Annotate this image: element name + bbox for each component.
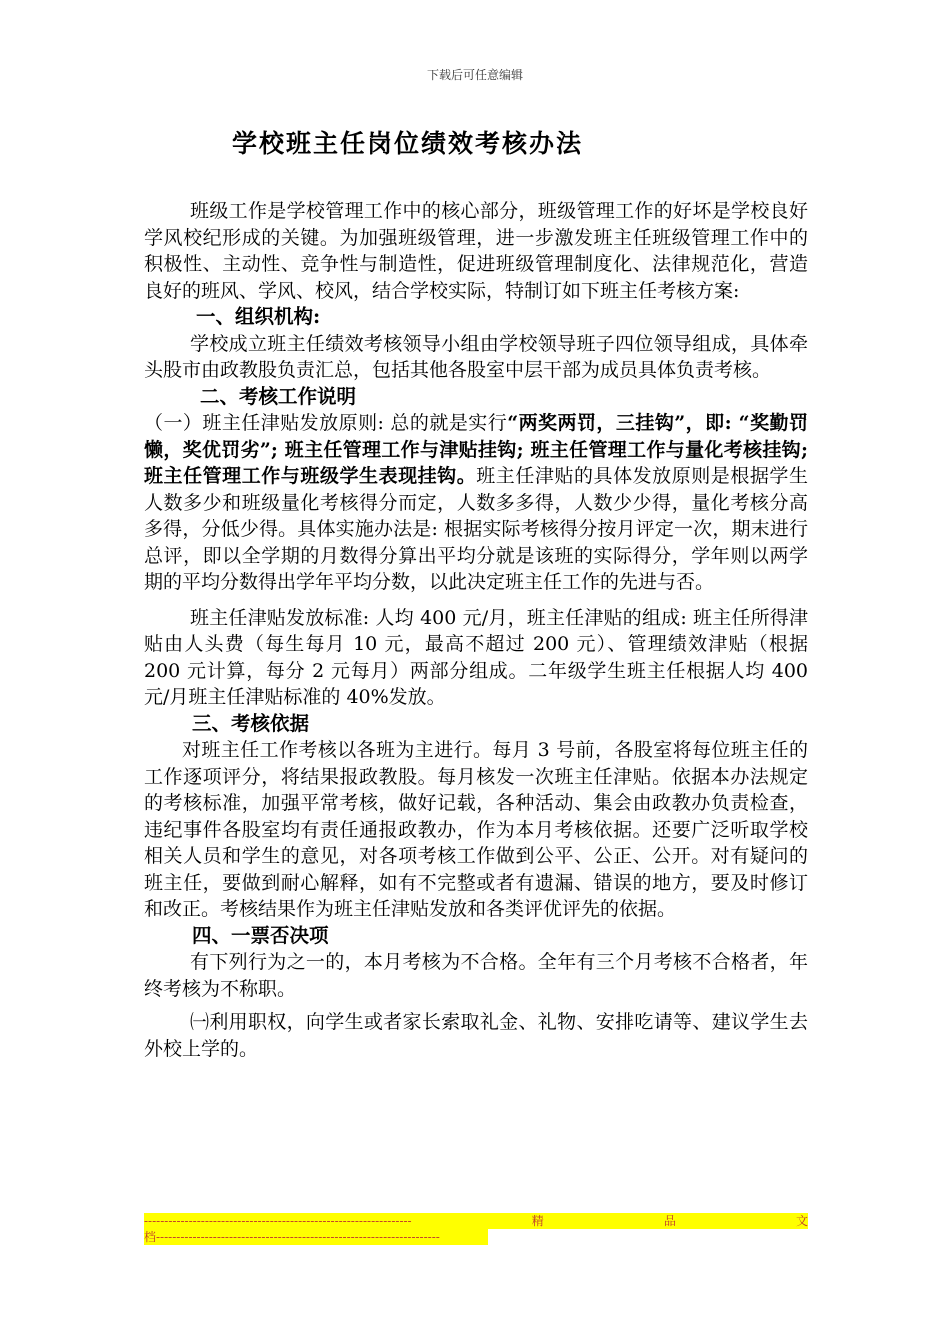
section1-body: 学校成立班主任绩效考核领导小组由学校领导班子四位领导组成，具体牵头股市由政教股负责汇总，包括其他各股室中层干部为成员具体负责考核。 [144,332,808,381]
footer-word3: 文 [795,1214,808,1228]
section3-body: 对班主任工作考核以各班为主进行。每月 3 号前，各股室将每位班主任的工作逐项评分，将结果报政教股。每月核发一次班主任津贴。依据本办法规定的考核标准，加强平常考核，做好记载，各种活动、集会由政教办负责检查，违纪事件各股室均有责任通报政教办，作为本月考核依据。还要广泛听取学校相关人员和学生的意见，对各项考核工作做到公平、公正、公开。对有疑问的班主任，要做到耐心解释，如有不完整或者有遗漏、错误的地方，要及时修订和改正。考核结果作为班主任津贴发放和各类评优评先的依据。 [144,739,808,920]
principle-lead: （一）班主任津贴发放原则: 总的就是实行 [144,412,508,434]
section2-principle [144,410,808,596]
footer-banner [144,1213,808,1245]
footer-dashes: ------------------------------------------------------------------ [144,1214,412,1228]
section4-item1: ㈠利用职权，向学生或者家长索取礼金、礼物、安排吃请等、建议学生去外校上学的。 [144,1011,808,1060]
section4-body: 有下列行为之一的，本月考核为不合格。全年有三个月考核不合格者，年终考核为不称职。 [144,951,808,1000]
intro-paragraph: 班级工作是学校管理工作中的核心部分，班级管理工作的好坏是学校良好学风校纪形成的关键。为加强班级管理，进一步激发班主任班级管理工作中的积极性、主动性、竞争性与制造性，促进班级管理制度化、法律规范化，营造良好的班风、学风、校风，结合学校实际，特制订如下班主任考核方案: [144,200,808,302]
header-note: 下载后可任意编辑 [426,68,523,82]
section1-heading: 一、组织机构: [196,305,321,328]
footer-word2: 品 [663,1214,676,1228]
footer-word1: 精 [531,1214,544,1228]
footer-line1 [144,1213,808,1229]
section4-heading: 四、一票否决项 [192,923,329,947]
document-body [144,198,808,1062]
section3-heading: 三、考核依据 [192,711,310,735]
section2-standard: 班主任津贴发放标准: 人均 400 元/月，班主任津贴的组成: 班主任所得津贴由人头费（每生每月 10 元，最高不超过 200 元）、管理绩效津贴（根据 200 元计算，每分 2 元每月）两部分组成。二年级学生班主任根据人均 400 元/月班主任津贴标准的 40%发放。 [144,606,808,708]
principle-bold: “两奖两罚，三挂钩”，即: “奖勤罚懒，奖优罚劣”; 班主任管理工作与津贴挂钩; 班主任管理工作与量化考核挂钩; 班主任管理工作与班级学生表现挂钩。 [144,412,808,487]
page-title: 学校班主任岗位绩效考核办法 [232,129,584,158]
footer-line2: 档---------------------------------------------------------------------- [144,1229,488,1245]
principle-rest: 班主任津贴的具体发放原则是根据学生人数多少和班级量化考核得分而定，人数多多得，人数少少得，量化考核分高多得，分低少得。具体实施办法是: 根据实际考核得分按月评定一次，期末进行总评，即以全学期的月数得分算出平均分就是该班的实际得分，学年则以两学期的平均分数得出学年平均分数，以此决定班主任工作的先进与否。 [144,465,808,593]
section2-heading: 二、考核工作说明 [200,384,357,408]
